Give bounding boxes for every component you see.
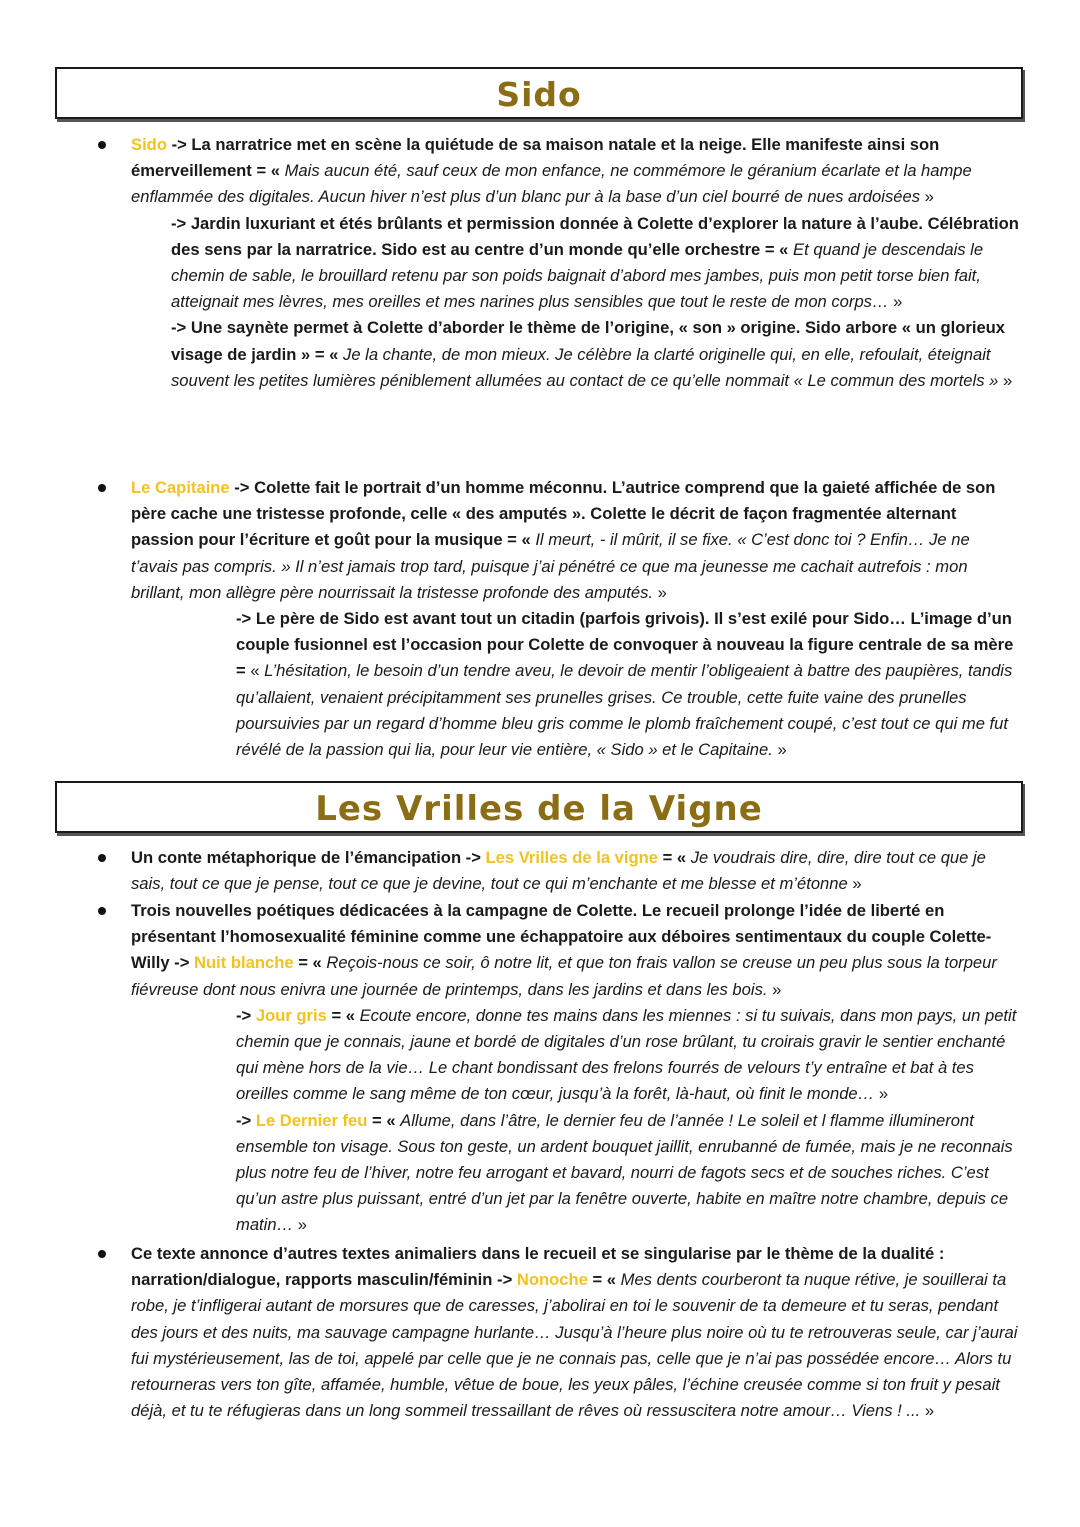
quote-close: »	[772, 740, 787, 760]
paragraph-capitaine	[131, 475, 1021, 606]
quote: Mais aucun été, sauf ceux de mon enfance, ne commémore le géranium écarlate et la hampe enflammée des digitales. Aucun hiver n’est plus d’un blanc pur à la base d’un ciel bourré de nues ardoisées	[131, 161, 972, 207]
quote-close: »	[888, 292, 903, 312]
equals: = «	[658, 848, 691, 867]
paragraph-sido-intro	[131, 132, 1021, 211]
equals: = «	[587, 1270, 621, 1290]
bullet-item-conte	[131, 845, 1021, 897]
section-title-vrilles: Les Vrilles de la Vigne	[55, 781, 1023, 833]
bullet-dot	[98, 1250, 106, 1258]
quote: Je la chante, de mon mieux. Je célèbre la clarté originelle qui, en elle, refoulait, éteignait souvent les petites lumières péniblement allumées au contact de ce qu’elle nommait « Le commun des mortels »	[171, 344, 999, 390]
quote: Reçois-nous ce soir, ô notre lit, et que ton frais vallon se creuse un peu plus sous la torpeur fiévreuse dont nous enivra une journée de printemps, dans les jardins et dans les bois.	[131, 953, 997, 999]
paragraph-lead: -> La narratrice met en scène la quiétude de sa maison natale et la neige. Elle manifeste ainsi son émerveillement = «	[131, 135, 940, 181]
work-title-sido: Sido	[131, 135, 167, 154]
work-title-capitaine: Le Capitaine	[131, 478, 230, 497]
quote-close: »	[998, 370, 1013, 390]
bullet-item-nonoche	[131, 1241, 1021, 1424]
bullet-dot	[98, 484, 106, 492]
work-title-nonoche: Nonoche	[516, 1270, 588, 1290]
bullet-item-capitaine	[131, 475, 1021, 763]
paragraph-dernier-feu	[131, 1108, 1021, 1239]
quote: Allume, dans l’âtre, le dernier feu de l’année ! Le soleil et l flamme illumineront ensemble ton visage. Sous ton geste, un ardent bouquet jaillit, enrubanné de fumée, mais je ne reconnais plus notre feu de l’hiver, notre feu arrogant et bavard, nourri de fagots secs et de souches riches. C’est qu’un astre plus puissant, entré d’un jet par la fenêtre ouverte, habite en maître notre chambre, depuis ce matin…	[236, 1110, 1013, 1235]
quote-close: »	[920, 1401, 935, 1421]
quote: Mes dents courberont ta nuque rétive, je souillerai ta robe, je t’infligerai autant de morsures que de caresses, j’abolirai en toi le souvenir de ta demeure et tu seras, pendant des jours et des nuits, ma sauvage campagne hurlante… Jusqu’à l’heure plus noire où tu te retrouveras seule, car j’aurai fui mystérieusement, las de toi, appelé par celle que je ne connais pas, celle que je n’ai pas possédée encore… Alors tu retourneras vers ton gîte, affamée, humble, vêtue de boue, les yeux pâles, l’échine creusée comme si ton fruit y pesait déjà, et tu te réfugieras dans un long sommeil tressaillant de rêves où ressuscitera notre amour… Viens ! ...	[131, 1270, 1018, 1421]
bullet-dot	[98, 141, 106, 149]
quote-close: »	[874, 1084, 889, 1104]
quote-close: »	[920, 187, 934, 207]
bullet-dot	[98, 907, 106, 915]
section-title-sido: Sido	[55, 67, 1023, 119]
paragraph-pere	[131, 606, 1021, 763]
quote-close: »	[767, 979, 782, 999]
bullet-item-nouvelles	[131, 898, 1021, 1239]
equals: = «	[293, 953, 327, 973]
quote: Ecoute encore, donne tes mains dans les miennes : si tu suivais, dans mon pays, un petit chemin que je connais, jaune et bordé de digitales d’un rose brûlant, tu croirais gravir le sentier enchanté qui mène hors de la vie… Le chant bondissant des frelons fourrés de velours t’y entraîne et bat à tes oreilles comme le sang même de ton cœur, jusqu’à la forêt, là-haut, où finit le monde…	[236, 1005, 1017, 1104]
paragraph-lead: -> Le père de Sido est avant tout un citadin (parfois grivois). Il s’est exilé pour Sido… L’image d’un couple fusionnel est l’occasion pour Colette de convoquer à nouveau la figure centrale de sa mère =	[236, 609, 1014, 681]
paragraph-lead: -> Une saynète permet à Colette d’aborder le thème de l’origine, « son » origine. Sido arbore « un glorieux visage de jardin » = «	[171, 318, 1006, 364]
work-title-vrilles: Les Vrilles de la vigne	[485, 848, 658, 867]
quote-close: »	[293, 1215, 308, 1235]
paragraph-conte	[131, 845, 1021, 897]
work-title-dernier-feu: Le Dernier feu	[255, 1110, 368, 1130]
paragraph-nuit-blanche	[131, 898, 1021, 1003]
bullet-item-sido	[131, 132, 1021, 394]
quote: Je voudrais dire, dire, dire tout ce que je sais, tout ce que je pense, tout ce que je devine, tout ce qui m’enchante et me blesse et m’étonne	[131, 848, 986, 894]
arrow: ->	[236, 1110, 256, 1130]
paragraph-lead: -> Jardin luxuriant et étés brûlants et permission donnée à Colette d’explorer la nature à l’aube. Célébration des sens par la narratrice. Sido est au centre d’un monde qu’elle orchestre = «	[171, 213, 1019, 259]
paragraph-lead: -> Colette fait le portrait d’un homme méconnu. L’autrice comprend que la gaieté affichée de son père cache une tristesse profonde, celle « des amputés ». Colette le décrit de façon fragmentée alternant passion pour l’écriture et goût pour la musique = «	[131, 478, 996, 550]
paragraph-jour-gris	[131, 1003, 1021, 1108]
paragraph-lead: Ce texte annonce d’autres textes animaliers dans le recueil et se singularise par le thème de la dualité : narration/dialogue, rapports masculin/féminin ->	[131, 1244, 945, 1290]
quote-close: »	[847, 874, 862, 894]
quote-open: «	[250, 661, 265, 681]
bullet-dot	[98, 854, 106, 862]
quote: Il meurt, - il mûrit, il se fixe. « C’est donc toi ? Enfin… Je ne t’avais pas compris. » Il n’est jamais trop tard, puisque j’ai pénétré ce que ma jeunesse me cachait autrefois : mon brillant, mon allègre père nourrissait la tristesse profonde des amputés.	[131, 530, 970, 602]
work-title-jour-gris: Jour gris	[255, 1005, 327, 1025]
quote: L’hésitation, le besoin d’un tendre aveu, le devoir de mentir l’obligeaient à battre des paupières, tandis qu’allaient, venaient précipitamment ses prunelles grises. Ce trouble, cette fuite vaine des prunelles poursuivies par un regard d’homme bleu gris comme le plomb fraîchement coupé, c’est tout ce qui me fut révélé de la passion qui lia, pour leur vie entière, « Sido » et le Capitaine.	[236, 661, 1013, 760]
work-title-nuit-blanche: Nuit blanche	[194, 953, 294, 973]
paragraph-lead: Un conte métaphorique de l’émancipation ->	[131, 848, 486, 867]
paragraph-lead: Trois nouvelles poétiques dédicacées à la campagne de Colette. Le recueil prolonge l’idée de liberté en présentant l’homosexualité féminine comme une échappatoire aux déboires sentimentaux du couple Colette-Willy ->	[131, 901, 992, 973]
arrow: ->	[236, 1005, 256, 1025]
quote-close: »	[653, 582, 667, 602]
quote: Et quand je descendais le chemin de sable, le brouillard retenu par son poids baignait d’abord mes jambes, puis mon petit torse bien fait, atteignait mes lèvres, mes oreilles et mes narines plus sensibles que tout le reste de mon corps…	[171, 239, 984, 312]
equals: = «	[326, 1005, 360, 1025]
paragraph-nonoche	[131, 1241, 1021, 1424]
paragraph-jardin	[131, 211, 1021, 316]
equals: = «	[367, 1110, 401, 1130]
paragraph-saynete	[131, 315, 1021, 394]
